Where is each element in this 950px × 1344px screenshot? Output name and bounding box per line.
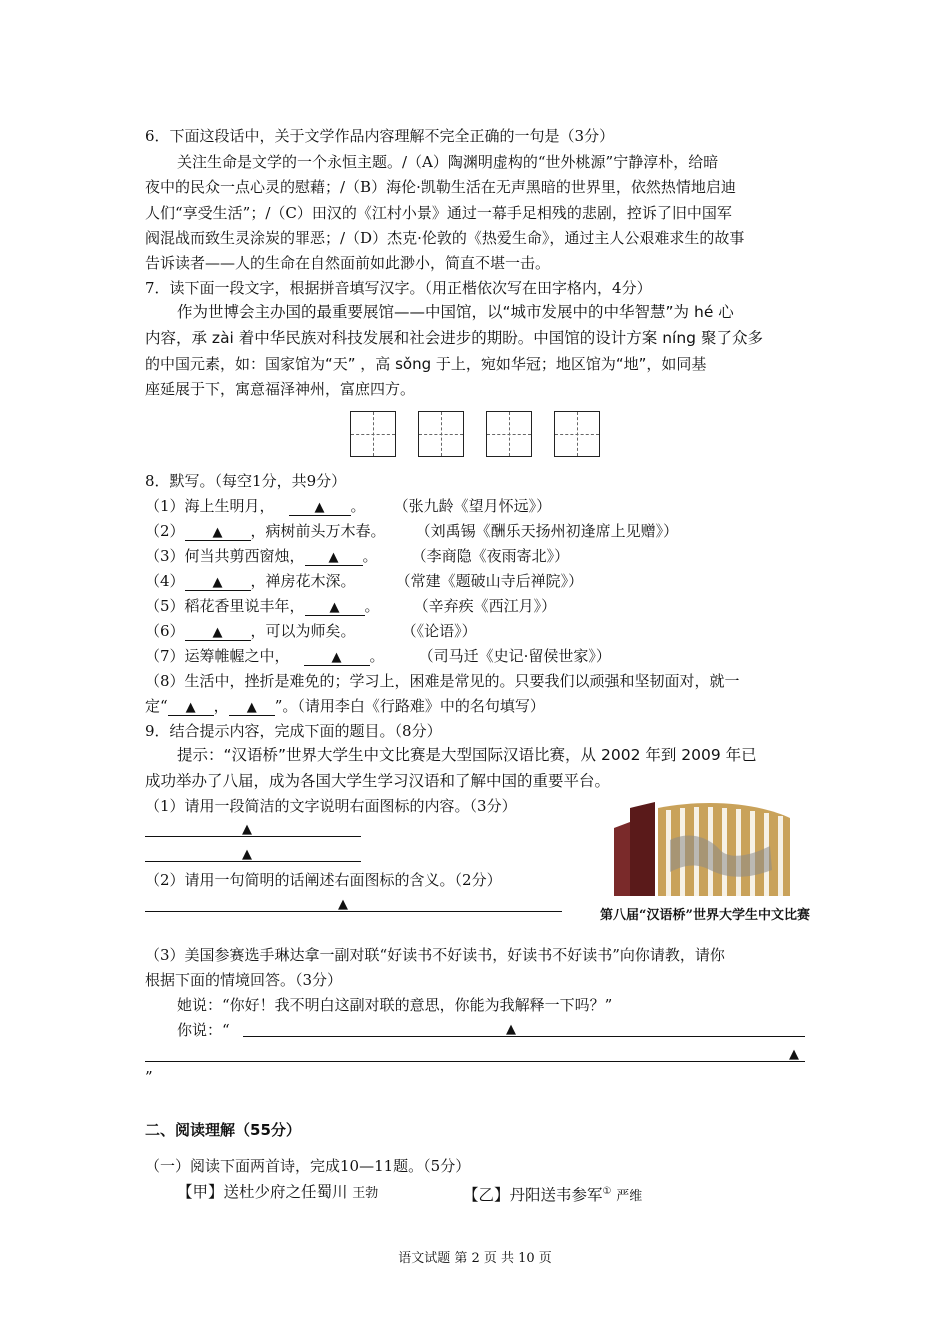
item-source: （刘禹锡《酬乐天扬州初逢席上见赠》） bbox=[415, 522, 679, 540]
q9-sub1: （1）请用一段简洁的文字说明右面图标的内容。（3分） bbox=[145, 797, 517, 815]
triangle-icon: ▲ bbox=[246, 700, 257, 715]
q7-line: 内容，承 zài 着中华民族对科技发展和社会进步的期盼。中国馆的设计方案 níng 聚了众多 bbox=[145, 329, 763, 347]
triangle-icon: ▲ bbox=[331, 650, 342, 665]
q9-close-quote: ” bbox=[145, 1068, 153, 1086]
q7-line: 座延展于下，寓意福泽神州，富庶四方。 bbox=[145, 380, 416, 398]
item-post: ，病树前头万木春。 bbox=[250, 522, 386, 540]
q6-line: 阀混战而致生灵涂炭的罪恶；/（D）杰克·伦敦的《热爱生命》，通过主人公艰难求生的故事 bbox=[145, 229, 745, 247]
item-source: （《论语》） bbox=[401, 622, 477, 640]
q8-item-6 bbox=[145, 622, 477, 641]
q8-item-7 bbox=[145, 647, 611, 666]
answer-line[interactable] bbox=[145, 1061, 805, 1062]
item-post: 。 bbox=[362, 547, 378, 565]
q7-line: 作为世博会主办国的最重要展馆——中国馆，以“城市发展中的中华智慧”为 hé 心 bbox=[177, 303, 734, 321]
item-mid: ， bbox=[213, 697, 229, 715]
q9-sub3: （3）美国参赛选手琳达拿一副对联“好读书不好读书，好读书不好读书”向你请教，请你 bbox=[145, 946, 725, 964]
q6-line: 告诉读者——人的生命在自然面前如此渺小，简直不堪一击。 bbox=[145, 254, 551, 272]
item-pre: 定“ bbox=[145, 697, 168, 715]
poem-b-author: 严维 bbox=[616, 1189, 643, 1204]
item-pre: （3）何当共剪西窗烛， bbox=[145, 547, 305, 565]
tianzige-box-2[interactable] bbox=[418, 411, 464, 457]
answer-blank[interactable] bbox=[305, 599, 365, 616]
triangle-icon: ▲ bbox=[506, 1022, 516, 1037]
triangle-icon: ▲ bbox=[338, 897, 348, 912]
answer-blank[interactable] bbox=[305, 549, 363, 566]
q6-line: 人们“享受生活”；/（C）田汉的《江村小景》通过一幕手足相残的悲剧，控诉了旧中国军 bbox=[145, 204, 732, 222]
q9-hint: 成功举办了八届，成为各国大学生学习汉语和了解中国的重要平台。 bbox=[145, 772, 611, 790]
q8-item-5 bbox=[145, 597, 556, 616]
item-source: （辛弃疾《西江月》） bbox=[413, 597, 557, 615]
answer-line[interactable] bbox=[145, 861, 361, 862]
q7-line: 的中国元素，如：国家馆为“天” ，高 sǒng 于上，宛如华冠；地区馆为“地”，如同基 bbox=[145, 355, 707, 373]
q6-line: 夜中的民众一点心灵的慰藉；/（B）海伦·凯勒生活在无声黑暗的世界里，依然热情地启迪 bbox=[145, 178, 736, 196]
q9-hint: 提示：“汉语桥”世界大学生中文比赛是大型国际汉语比赛，从 2002 年到 2009 年已 bbox=[177, 746, 757, 764]
answer-blank[interactable] bbox=[229, 699, 275, 716]
section2-sub: （一）阅读下面两首诗，完成10—11题。（5分） bbox=[145, 1157, 471, 1175]
q8-item-8-line2 bbox=[145, 697, 545, 716]
item-post: 。 bbox=[364, 597, 380, 615]
item-post: ，禅房花木深。 bbox=[250, 572, 356, 590]
footnote-marker: ① bbox=[602, 1186, 612, 1197]
q9-she-says: 她说：“你好！我不明白这副对联的意思，你能为我解释一下吗？” bbox=[177, 996, 613, 1014]
answer-line[interactable] bbox=[243, 1036, 805, 1037]
triangle-icon: ▲ bbox=[314, 500, 325, 515]
item-pre: （6） bbox=[145, 622, 185, 640]
poem-b-heading bbox=[463, 1183, 642, 1206]
triangle-icon: ▲ bbox=[212, 625, 223, 640]
hanyuqiao-logo bbox=[600, 800, 808, 928]
answer-blank[interactable] bbox=[289, 499, 351, 516]
poem-a-title: 【甲】送杜少府之任蜀川 bbox=[177, 1183, 348, 1201]
triangle-icon: ▲ bbox=[329, 600, 340, 615]
triangle-icon: ▲ bbox=[212, 525, 223, 540]
item-pre: （2） bbox=[145, 522, 185, 540]
item-pre: （7）运筹帷幄之中， bbox=[145, 647, 290, 665]
item-post: ，可以为师矣。 bbox=[250, 622, 356, 640]
q7-title: 7．读下面一段文字，根据拼音填写汉字。（用正楷依次写在田字格内，4分） bbox=[145, 279, 652, 297]
q9-sub3: 根据下面的情境回答。（3分） bbox=[145, 971, 343, 989]
q8-item-8-line1: （8）生活中，挫折是难免的；学习上，困难是常见的。只要我们以顽强和坚韧面对，就一 bbox=[145, 672, 740, 690]
item-post: 。 bbox=[350, 497, 366, 515]
item-pre: （5）稻花香里说丰年， bbox=[145, 597, 305, 615]
item-source: （常建《题破山寺后禅院》） bbox=[395, 572, 584, 590]
triangle-icon: ▲ bbox=[185, 700, 196, 715]
q8-item-2 bbox=[145, 522, 678, 541]
answer-line[interactable] bbox=[145, 911, 562, 912]
triangle-icon: ▲ bbox=[328, 550, 339, 565]
poem-b-title: 【乙】丹阳送韦参军 bbox=[463, 1186, 603, 1204]
q8-item-4 bbox=[145, 572, 583, 591]
logo-caption: 第八届“汉语桥”世界大学生中文比赛 bbox=[600, 908, 810, 923]
triangle-icon: ▲ bbox=[212, 575, 223, 590]
item-post: ”。（请用李白《行路难》中的名句填写） bbox=[274, 697, 545, 715]
section2-title: 二、阅读理解（55分） bbox=[145, 1121, 301, 1139]
q9-sub2: （2）请用一句简明的话阐述右面图标的含义。（2分） bbox=[145, 871, 502, 889]
item-source: （张九龄《望月怀远》） bbox=[393, 497, 552, 515]
poem-a-heading bbox=[177, 1183, 378, 1203]
q6-line: 关注生命是文学的一个永恒主题。/（A）陶渊明虚构的“世外桃源”宁静淳朴，给暗 bbox=[177, 153, 719, 171]
item-pre: （1）海上生明月， bbox=[145, 497, 275, 515]
triangle-icon: ▲ bbox=[242, 822, 252, 837]
answer-blank[interactable] bbox=[185, 624, 251, 641]
tianzige-box-1[interactable] bbox=[350, 411, 396, 457]
item-post: 。 bbox=[369, 647, 385, 665]
answer-blank[interactable] bbox=[185, 524, 251, 541]
triangle-icon: ▲ bbox=[789, 1047, 799, 1062]
q8-item-1 bbox=[145, 497, 551, 516]
page-footer: 语文试题 第 2 页 共 10 页 bbox=[398, 1251, 552, 1266]
item-pre: （4） bbox=[145, 572, 185, 590]
q8-title: 8．默写。（每空1分，共9分） bbox=[145, 472, 347, 490]
answer-blank[interactable] bbox=[168, 699, 214, 716]
poem-a-author: 王勃 bbox=[352, 1186, 379, 1201]
tianzige-box-3[interactable] bbox=[486, 411, 532, 457]
q6-title: 6．下面这段话中，关于文学作品内容理解不完全正确的一句是（3分） bbox=[145, 127, 615, 145]
q8-item-3 bbox=[145, 547, 569, 566]
q9-you-say: 你说：“ bbox=[177, 1021, 230, 1039]
answer-blank[interactable] bbox=[304, 649, 370, 666]
answer-blank[interactable] bbox=[185, 574, 251, 591]
triangle-icon: ▲ bbox=[242, 847, 252, 862]
answer-line[interactable] bbox=[145, 836, 361, 837]
q9-title: 9．结合提示内容，完成下面的题目。（8分） bbox=[145, 722, 442, 740]
item-source: （李商隐《夜雨寄北》） bbox=[411, 547, 570, 565]
item-source: （司马迁《史记·留侯世家》） bbox=[418, 647, 611, 665]
tianzige-box-4[interactable] bbox=[554, 411, 600, 457]
